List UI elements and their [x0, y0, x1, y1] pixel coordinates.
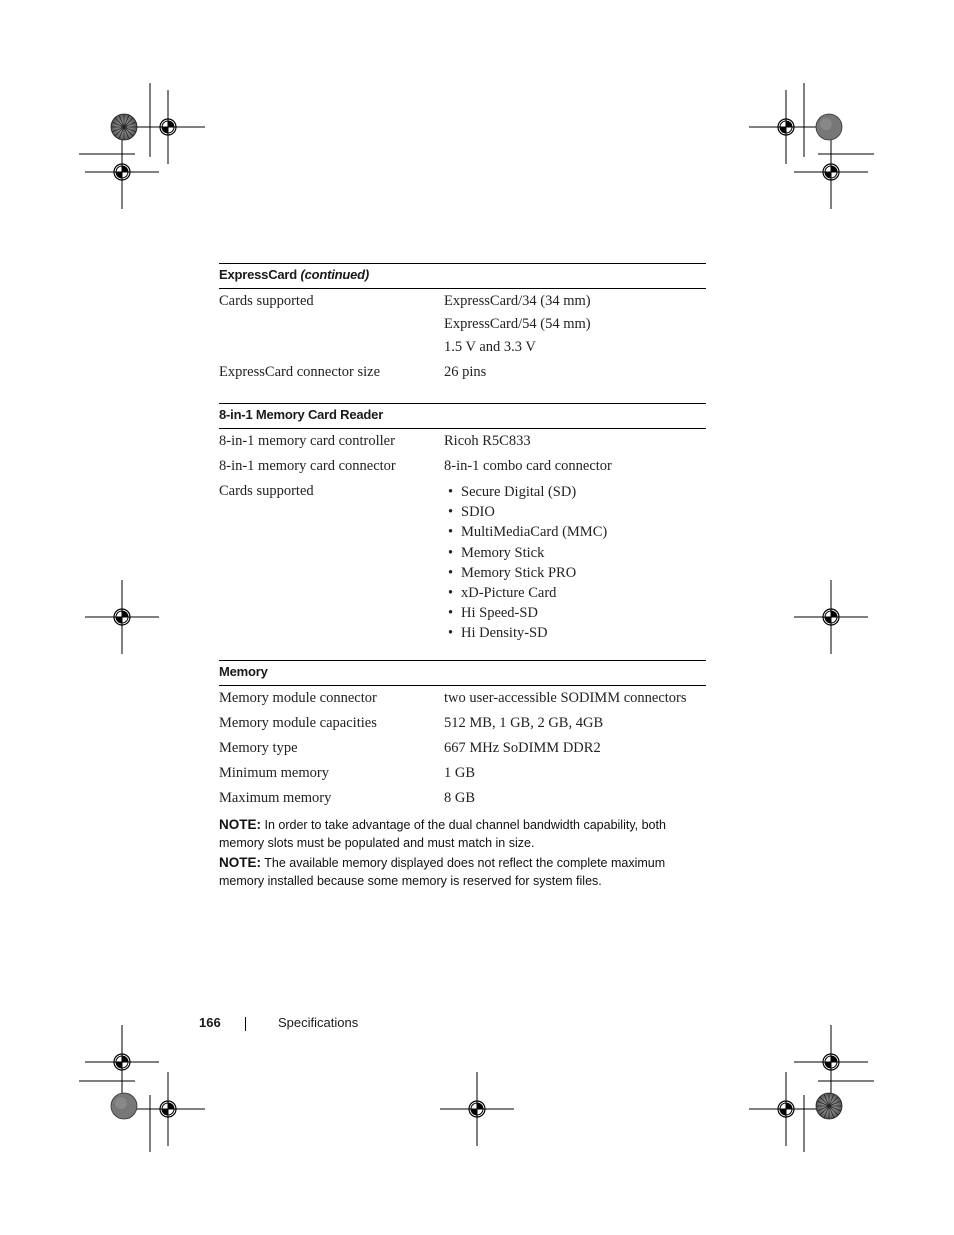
spec-value-line: two user-accessible SODIMM connectors [444, 689, 687, 706]
continued-label: (continued) [300, 267, 370, 282]
notes [219, 816, 706, 890]
section-header-memory [219, 660, 706, 686]
spec-label: Minimum memory [219, 764, 329, 781]
spec-row [219, 289, 706, 359]
spec-value-line: 512 MB, 1 GB, 2 GB, 4GB [444, 714, 604, 731]
page-number: 166 [199, 1015, 221, 1030]
spec-label: 8-in-1 memory card controller [219, 433, 395, 449]
spec-value [444, 762, 706, 785]
note-label: NOTE: [219, 854, 261, 870]
section-title: Memory [219, 663, 268, 679]
spec-value [444, 480, 706, 644]
list-item: • Memory Stick [448, 544, 545, 561]
color-bar-icon [816, 114, 842, 140]
list-item: • SDIO [448, 504, 495, 521]
spec-label: Memory module capacities [219, 714, 377, 731]
spec-value-line: 8-in-1 combo card connector [444, 458, 612, 474]
section-title: ExpressCard [219, 267, 298, 282]
spec-value-line: 1.5 V and 3.3 V [444, 339, 536, 355]
spec-value-line: Ricoh R5C833 [444, 433, 531, 449]
spec-row [219, 359, 706, 384]
spec-value-line: 667 MHz SoDIMM DDR2 [444, 739, 601, 756]
footer-divider [245, 1017, 246, 1031]
note [219, 816, 706, 852]
spec-value [444, 361, 706, 384]
spec-label: ExpressCard connector size [219, 364, 381, 380]
spec-row [219, 453, 706, 478]
spec-label: Memory type [219, 739, 298, 756]
registration-mark-icon [794, 135, 868, 209]
spec-value [444, 455, 706, 478]
section-title: 8-in-1 Memory Card Reader [219, 407, 384, 422]
spec-label: Cards supported [219, 483, 314, 499]
spec-row [219, 785, 706, 810]
list-item: • Hi Speed-SD [448, 605, 538, 622]
note-text: In order to take advantage of the dual channel bandwidth capability, both memory slots must be populated and must match in size. [219, 817, 666, 850]
registration-mark-icon [85, 580, 159, 654]
footer-section-title: Specifications [278, 1015, 359, 1030]
registration-mark-icon [131, 1072, 205, 1146]
section-header-card-reader [219, 403, 706, 429]
spec-row [219, 710, 706, 735]
color-bar-icon [111, 1093, 137, 1119]
spec-row [219, 429, 706, 453]
spec-value-line: 8 GB [444, 789, 476, 806]
color-bar-icon [816, 1093, 842, 1119]
list-item: • Secure Digital (SD) [448, 484, 577, 500]
spec-value [444, 787, 706, 810]
registration-mark-icon [749, 1072, 823, 1146]
list-item: • Hi Density-SD [448, 625, 548, 642]
spec-value [444, 712, 706, 735]
spec-label: 8-in-1 memory card connector [219, 458, 396, 474]
note-text: The available memory displayed does not reflect the complete maximum memory installed because some memory is reserved for system files. [219, 855, 666, 888]
spec-row [219, 760, 706, 785]
cards-list [444, 480, 706, 644]
registration-mark-icon [794, 1025, 868, 1099]
list-item: • Memory Stick PRO [448, 564, 577, 581]
list-item: • MultiMediaCard (MMC) [448, 524, 608, 541]
registration-mark-icon [440, 1072, 514, 1146]
spec-value [444, 737, 706, 760]
note-label: NOTE: [219, 816, 261, 832]
color-bar-icon [111, 114, 137, 140]
spec-value-line: 1 GB [444, 764, 476, 781]
spec-row [219, 478, 706, 644]
section-header-expresscard [219, 263, 706, 289]
spec-row [219, 686, 706, 710]
list-item: • xD-Picture Card [448, 585, 557, 602]
spec-value [444, 290, 706, 359]
spec-label: Maximum memory [219, 789, 332, 806]
spec-label: Cards supported [219, 293, 314, 309]
spec-value-line: ExpressCard/34 (34 mm) [444, 293, 591, 309]
registration-mark-icon [131, 90, 205, 164]
spec-label: Memory module connector [219, 689, 377, 706]
spec-row [219, 735, 706, 760]
spec-value-line: ExpressCard/54 (54 mm) [444, 316, 591, 332]
registration-mark-icon [85, 1025, 159, 1099]
note [219, 854, 706, 890]
registration-mark-icon [85, 135, 159, 209]
registration-mark-icon [794, 580, 868, 654]
registration-mark-icon [749, 90, 823, 164]
spec-value [444, 687, 706, 710]
spec-value-line: 26 pins [444, 364, 487, 380]
spec-value [444, 430, 706, 453]
spec-table [219, 263, 706, 892]
